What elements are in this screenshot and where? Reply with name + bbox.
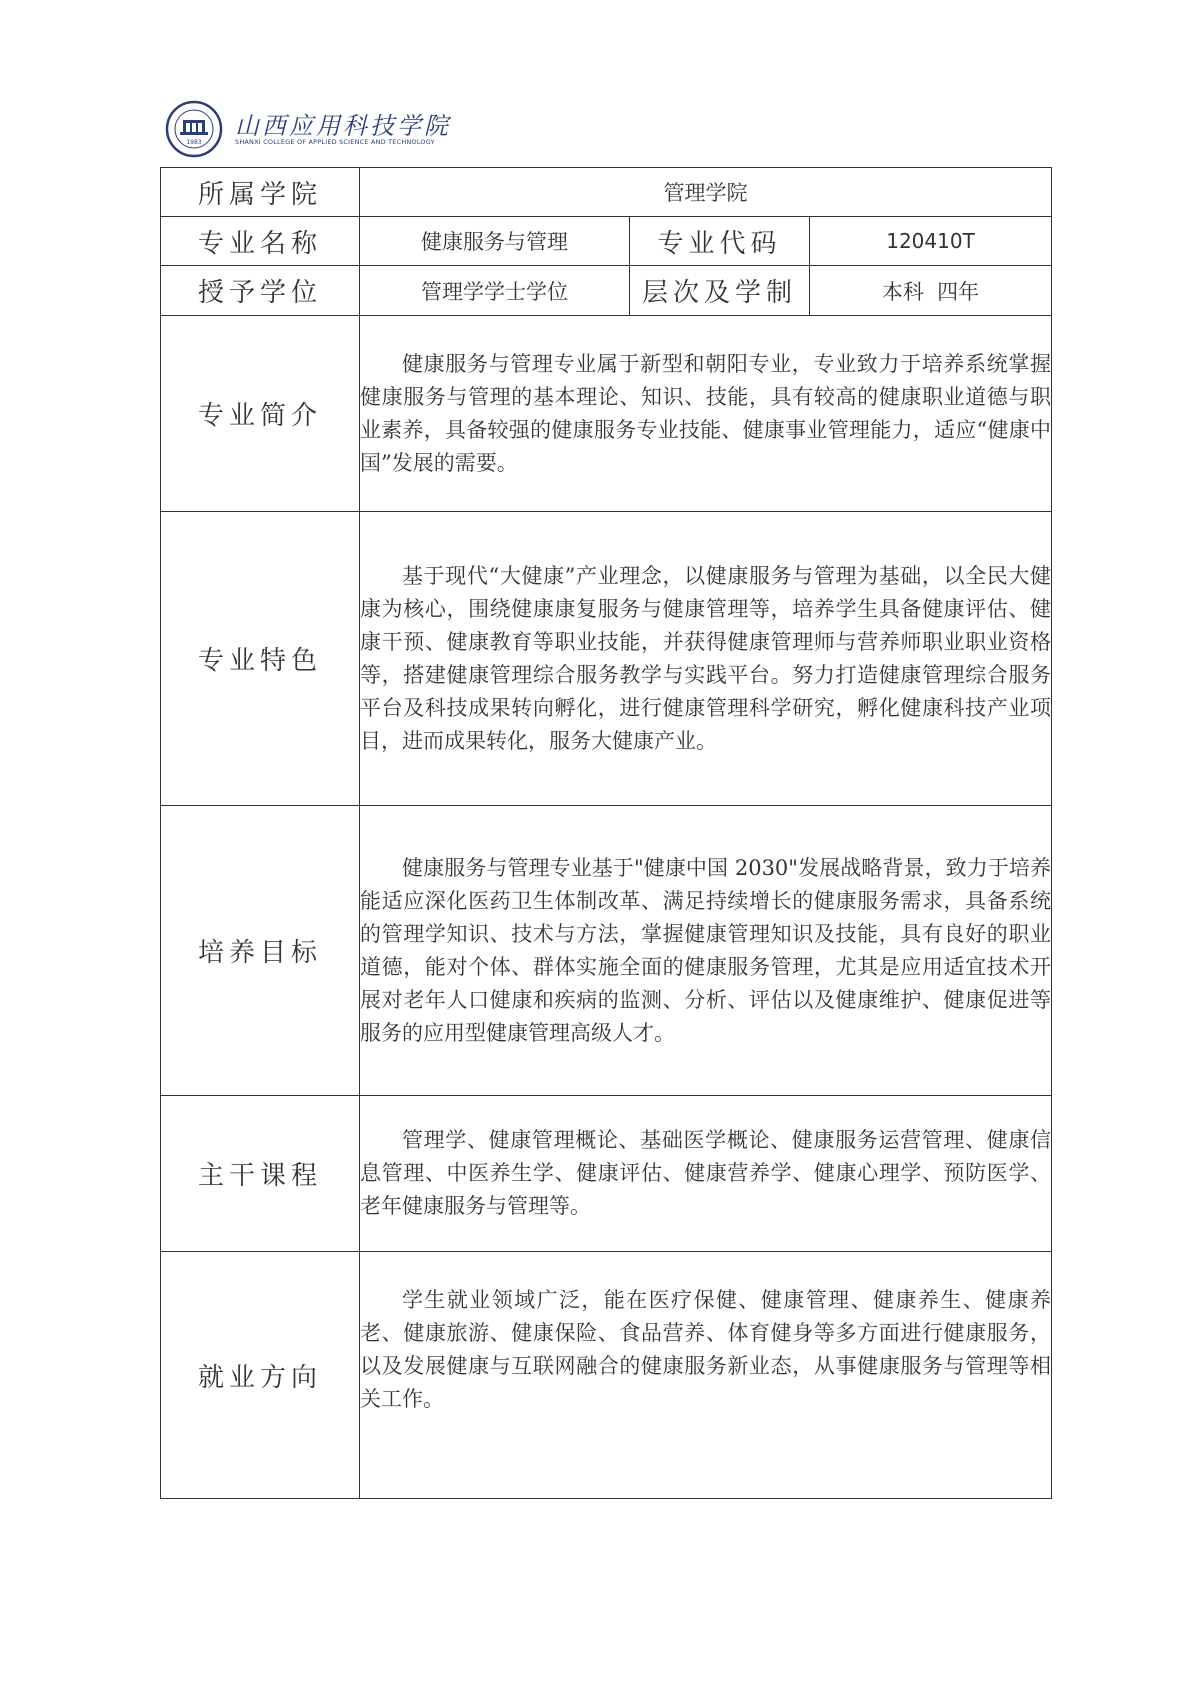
goals-text: 健康服务与管理专业基于"健康中国 2030"发展战略背景，致力于培养能适应深化医药卫生体制改革、满足持续增长的健康服务需求，具备系统的管理学知识、技术与方法，掌握健康管理知识及技能，具有良好的职业道德，能对个体、群体实施全面的健康服务管理，尤其是应用适宜技术开展对老年人口健康和疾病的监测、分析、评估以及健康维护、健康促进等服务的应用型健康管理高级人才。 <box>360 855 1052 1045</box>
employment-text-cell <box>360 1252 1052 1499</box>
employment-text: 学生就业领域广泛，能在医疗保健、健康管理、健康养生、健康养老、健康旅游、健康保险、食品营养、体育健身等多方面进行健康服务，以及发展健康与互联网融合的健康服务新业态，从事健康服务与管理等相关工作。 <box>360 1288 1052 1411</box>
svg-text:1983: 1983 <box>186 139 202 146</box>
employment-label: 就业方向 <box>161 1252 360 1499</box>
major-name-value: 健康服务与管理 <box>360 217 630 266</box>
intro-text: 健康服务与管理专业属于新型和朝阳专业，专业致力于培养系统掌握健康服务与管理的基本理论、知识、技能，具有较高的健康职业道德与职业素养，具备较强的健康服务专业技能、健康事业管理能力，适应“健康中国”发展的需要。 <box>360 351 1052 475</box>
major-code-label: 专业代码 <box>630 217 810 266</box>
school-name-cn: 山西应用科技学院 <box>235 112 451 140</box>
row-major <box>161 217 1052 266</box>
goals-label: 培养目标 <box>161 806 360 1096</box>
major-name-label: 专业名称 <box>161 217 360 266</box>
row-intro <box>161 316 1052 512</box>
school-header <box>165 100 451 158</box>
college-value: 管理学院 <box>360 168 1052 217</box>
school-name-en: SHANXI COLLEGE OF APPLIED SCIENCE AND TECHNOLOGY <box>235 138 435 146</box>
school-seal-icon <box>165 100 223 158</box>
features-text-cell <box>360 512 1052 806</box>
courses-text: 管理学、健康管理概论、基础医学概论、健康服务运营管理、健康信息管理、中医养生学、健康评估、健康营养学、健康心理学、预防医学、老年健康服务与管理等。 <box>360 1128 1052 1218</box>
row-goals <box>161 806 1052 1096</box>
goals-text-cell <box>360 806 1052 1096</box>
row-courses <box>161 1096 1052 1252</box>
row-features <box>161 512 1052 806</box>
courses-label: 主干课程 <box>161 1096 360 1252</box>
degree-value: 管理学学士学位 <box>360 266 630 316</box>
intro-text-cell <box>360 316 1052 512</box>
major-info-table <box>160 167 1052 1499</box>
degree-label: 授予学位 <box>161 266 360 316</box>
college-label: 所属学院 <box>161 168 360 217</box>
major-code-value: 120410T <box>810 217 1052 266</box>
courses-text-cell <box>360 1096 1052 1252</box>
level-duration-label: 层次及学制 <box>630 266 810 316</box>
row-college <box>161 168 1052 217</box>
row-degree <box>161 266 1052 316</box>
intro-label: 专业简介 <box>161 316 360 512</box>
level-duration-value: 本科 四年 <box>810 266 1052 316</box>
features-label: 专业特色 <box>161 512 360 806</box>
features-text: 基于现代“大健康”产业理念，以健康服务与管理为基础，以全民大健康为核心，围绕健康康复服务与健康管理等，培养学生具备健康评估、健康干预、健康教育等职业技能，并获得健康管理师与营养师职业职业资格等，搭建健康管理综合服务教学与实践平台。努力打造健康管理综合服务平台及科技成果转向孵化，进行健康管理科学研究，孵化健康科技产业项目，进而成果转化，服务大健康产业。 <box>360 563 1052 753</box>
row-employment <box>161 1252 1052 1499</box>
